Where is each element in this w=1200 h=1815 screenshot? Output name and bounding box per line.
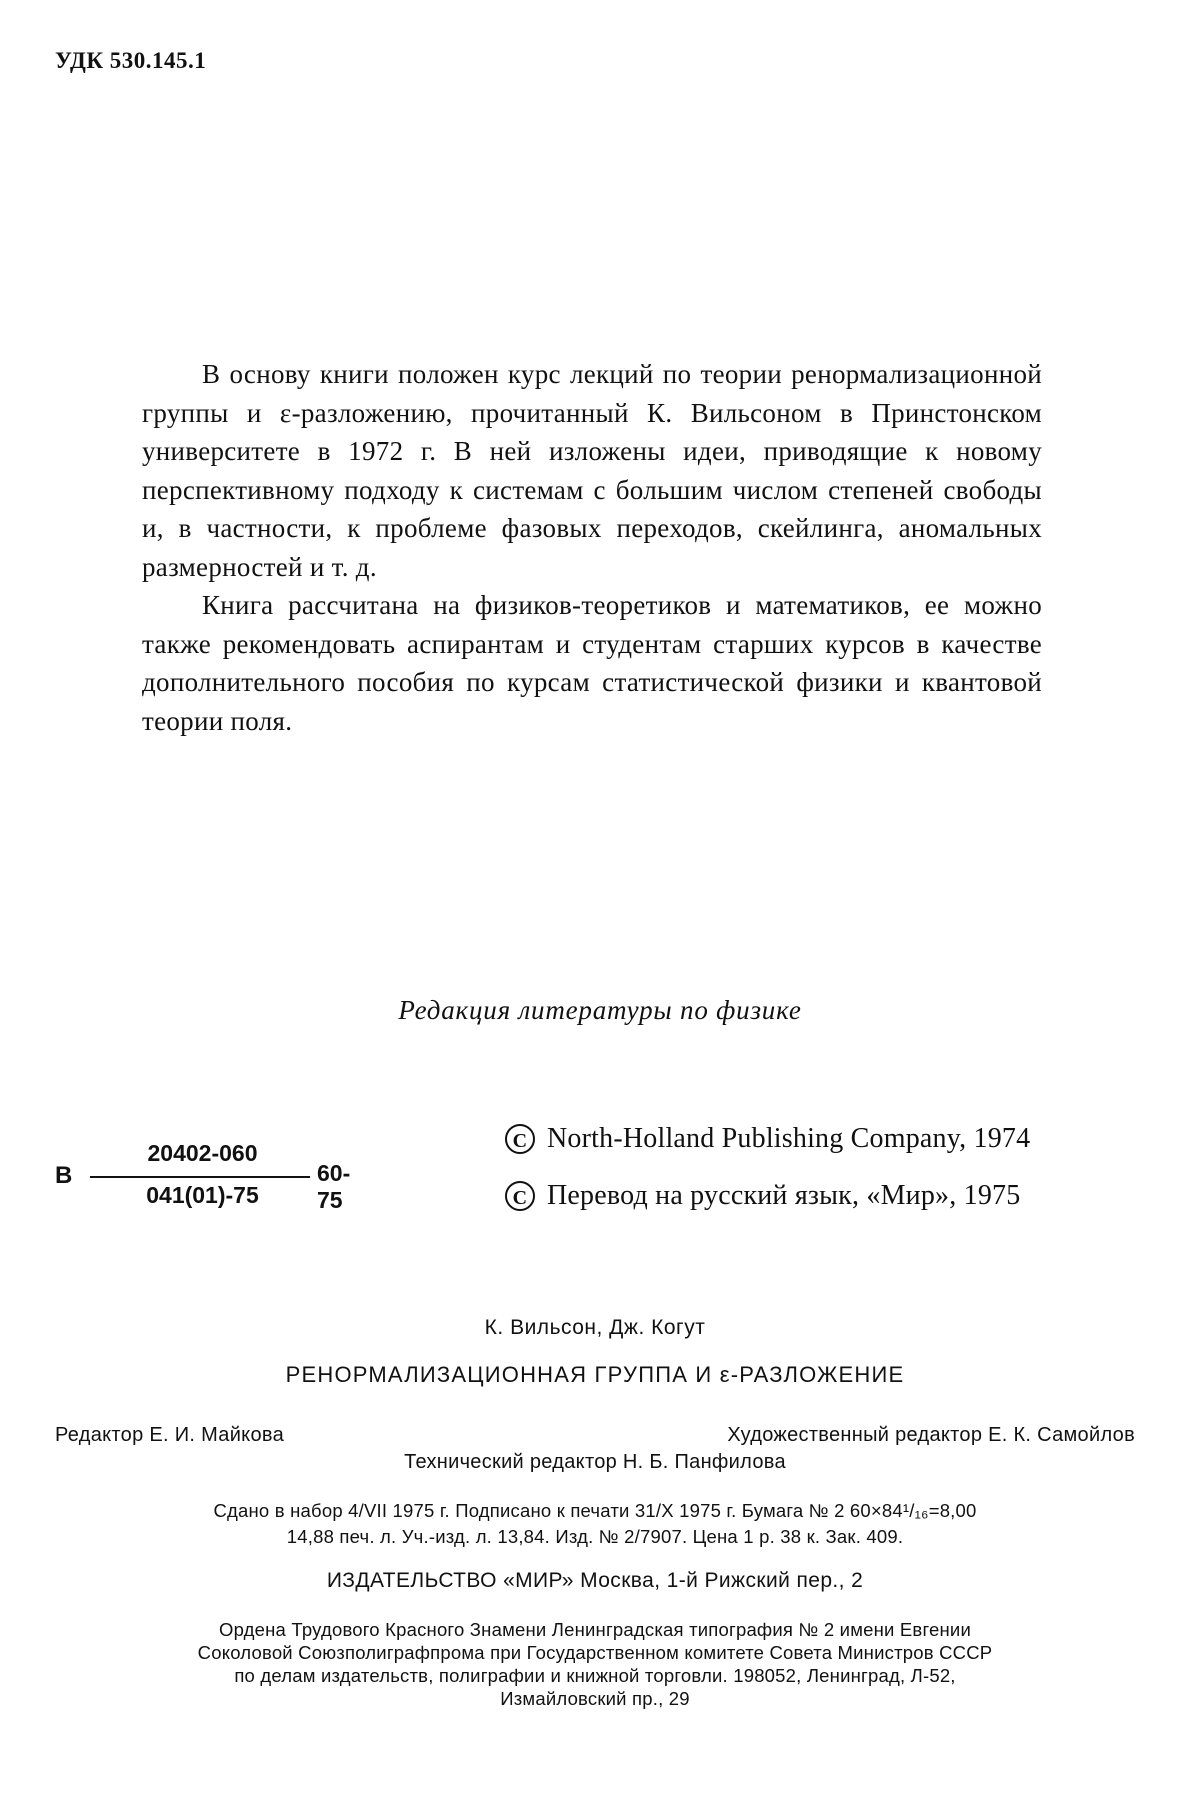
bbk-numerator: 20402-060 xyxy=(147,1140,258,1166)
imprint-editors xyxy=(55,1424,1135,1447)
imprint-print-details: 14,88 печ. л. Уч.-изд. л. 13,84. Изд. № 2/7907. Цена 1 р. 38 к. Зак. 409. xyxy=(286,1526,904,1547)
imprint-art-editor: Художественный редактор Е. К. Самойлов xyxy=(727,1424,1135,1446)
copyright-text: Перевод на русский язык, «Мир», 1975 xyxy=(547,1180,1021,1211)
imprint-editor: Редактор Е. И. Майкова xyxy=(55,1424,284,1446)
imprint-publisher: ИЗДАТЕЛЬСТВО «МИР» Москва, 1-й Рижский пер., 2 xyxy=(326,1569,864,1592)
imprint-printer-line: Ордена Трудового Красного Знамени Ленинградская типография № 2 имени Евгении xyxy=(219,1619,971,1640)
annotation-paragraph: В основу книги положен курс лекций по теории ренормализационной группы и ε-разложению, прочитанный К. Вильсоном в Принстонском университете в 1972 г. В ней изложены идеи, приводящие к новому перспективному подходу к системам с большим числом степеней свободы и, в частности, к проблеме фазовых переходов, скейлинга, аномальных размерностей и т. д. xyxy=(142,359,1042,582)
annotation xyxy=(142,355,1042,740)
bbk-fraction-rule xyxy=(90,1176,310,1178)
udc-code: УДК 530.145.1 xyxy=(55,48,207,73)
copyright-icon: C xyxy=(505,1124,535,1154)
bbk-code xyxy=(55,1140,355,1220)
imprint-printer-line: Соколовой Союзполиграфпрома при Государственном комитете Совета Министров СССР xyxy=(197,1642,993,1663)
imprint-printer xyxy=(55,1618,1135,1710)
copyright-text: North-Holland Publishing Company, 1974 xyxy=(547,1123,1031,1154)
imprint-print-details: Сдано в набор 4/VII 1975 г. Подписано к печати 31/X 1975 г. Бумага № 2 60×84¹/₁₆=8,00 xyxy=(213,1500,977,1521)
imprint-printer-line: Измайловский пр., 29 xyxy=(500,1688,690,1709)
copyright-icon: C xyxy=(505,1181,535,1211)
copyright-block xyxy=(505,1110,1125,1224)
bbk-letter: В xyxy=(55,1162,73,1189)
editorial-office: Редакция литературы по физике xyxy=(398,995,802,1025)
bbk-suffix: 60-75 xyxy=(317,1160,351,1213)
imprint-printer-line: по делам издательств, полиграфии и книжной торговли. 198052, Ленинград, Л-52, xyxy=(234,1665,956,1686)
copyright-line xyxy=(505,1110,1125,1167)
imprint-title: РЕНОРМАЛИЗАЦИОННАЯ ГРУППА И ε-РАЗЛОЖЕНИЕ xyxy=(285,1362,905,1387)
imprint-authors: К. Вильсон, Дж. Когут xyxy=(484,1316,706,1339)
copyright-line xyxy=(505,1167,1125,1224)
imprint-tech-editor: Технический редактор Н. Б. Панфилова xyxy=(404,1451,786,1473)
annotation-paragraph: Книга рассчитана на физиков-теоретиков и математиков, ее можно также рекомендовать аспирантам и студентам старших курсов в качестве дополнительного пособия по курсам статистической физики и квантовой теории поля. xyxy=(142,590,1042,736)
bbk-denominator: 041(01)-75 xyxy=(146,1182,259,1208)
